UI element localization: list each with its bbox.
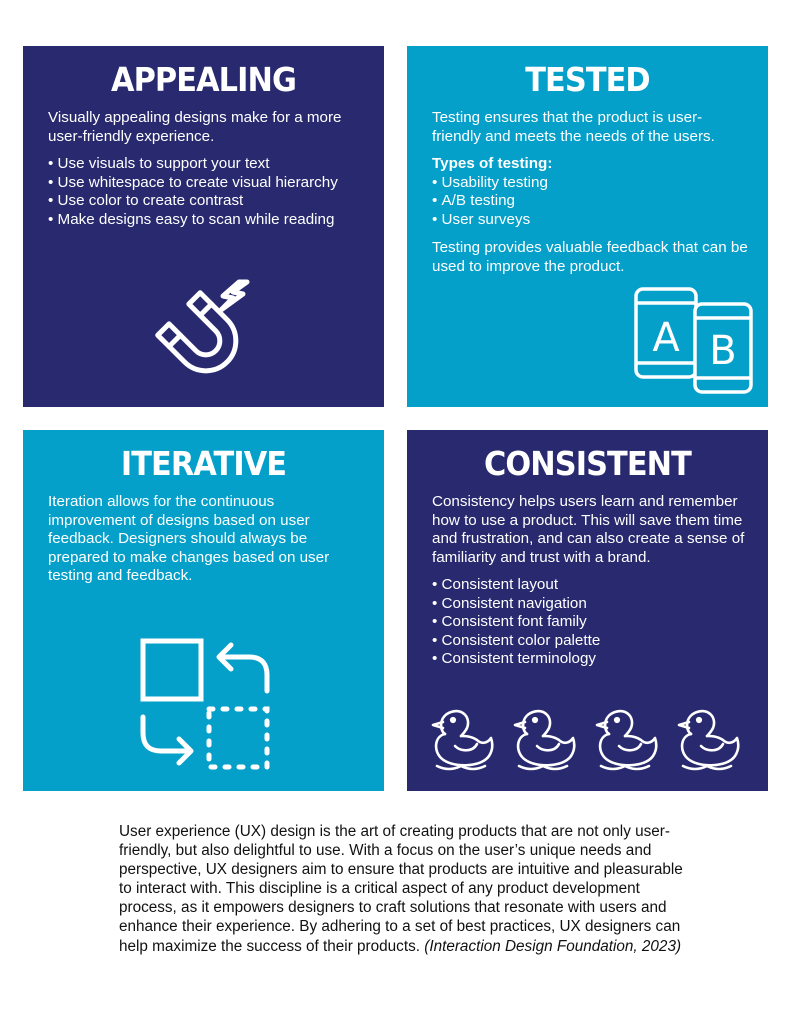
iterative-body: [48, 493, 364, 595]
appealing-bullet-list: [48, 155, 364, 229]
ab-test-icon: [633, 286, 755, 396]
tested-bullet-list: [432, 174, 748, 230]
rubber-duck-icon: [597, 711, 656, 769]
rubber-duck-row: [431, 708, 751, 772]
tested-subhead: Types of testing:: [432, 155, 553, 172]
appealing-panel: [23, 46, 384, 407]
list-item: • Usability testing: [432, 174, 748, 193]
tested-intro: Testing ensures that the product is user-friendly and meets the needs of the users.: [432, 109, 715, 145]
list-item: • User surveys: [432, 211, 748, 230]
consistent-title: CONSISTENT: [484, 444, 691, 483]
ux-summary-paragraph: [119, 822, 699, 956]
consistent-bullet-list: [432, 576, 748, 669]
appealing-intro: Visually appealing designs make for a more user-friendly experience.: [48, 109, 342, 145]
list-item: • Use whitespace to create visual hierarchy: [48, 174, 364, 193]
list-item: • Consistent color palette: [432, 632, 748, 651]
tested-title: TESTED: [525, 60, 650, 99]
appealing-body: [48, 109, 364, 229]
iterative-title: ITERATIVE: [120, 444, 287, 483]
consistent-body: [432, 493, 748, 669]
list-item: • Consistent navigation: [432, 595, 748, 614]
appealing-title: APPEALING: [111, 60, 296, 99]
iteration-icon: [137, 635, 271, 771]
ab-letter-a: A: [652, 315, 680, 361]
list-item: • Use color to create contrast: [48, 192, 364, 211]
citation: (Interaction Design Foundation, 2023): [424, 937, 682, 955]
list-item: • Use visuals to support your text: [48, 155, 364, 174]
tested-body: [432, 109, 748, 285]
list-item: • A/B testing: [432, 192, 748, 211]
list-item: • Consistent layout: [432, 576, 748, 595]
ab-letter-b: B: [709, 328, 737, 374]
list-item: • Make designs easy to scan while reading: [48, 211, 364, 230]
rubber-duck-icon: [433, 711, 492, 769]
tested-panel: [407, 46, 768, 407]
tested-outro: Testing provides valuable feedback that can be used to improve the product.: [432, 239, 748, 275]
iterative-intro: Iteration allows for the continuous improvement of designs based on user feedback. Designers should always be prepared to make changes based on user testing and feedback.: [48, 493, 330, 584]
consistent-intro: Consistency helps users learn and remember how to use a product. This will save them time and frustration, and can also create a sense of familiarity and trust with a brand.: [432, 493, 745, 566]
list-item: • Consistent terminology: [432, 650, 748, 669]
consistent-panel: [407, 430, 768, 791]
rubber-duck-icon: [679, 711, 738, 769]
list-item: • Consistent font family: [432, 613, 748, 632]
iterative-panel: [23, 430, 384, 791]
ux-summary-text: User experience (UX) design is the art of creating products that are not only user-friendly, but also delightful to use. With a focus on the user’s unique needs and perspective, UX designers aim to ensure that products are intuitive and pleasurable to interact with. This discipline is a critical aspect of any product development process, as it empowers designers to craft solutions that resonate with users and enhance their experience. By adhering to a set of best practices, UX designers can help maximize the success of their products.: [119, 823, 683, 955]
rubber-duck-icon: [515, 711, 574, 769]
magnet-icon: [143, 276, 263, 394]
